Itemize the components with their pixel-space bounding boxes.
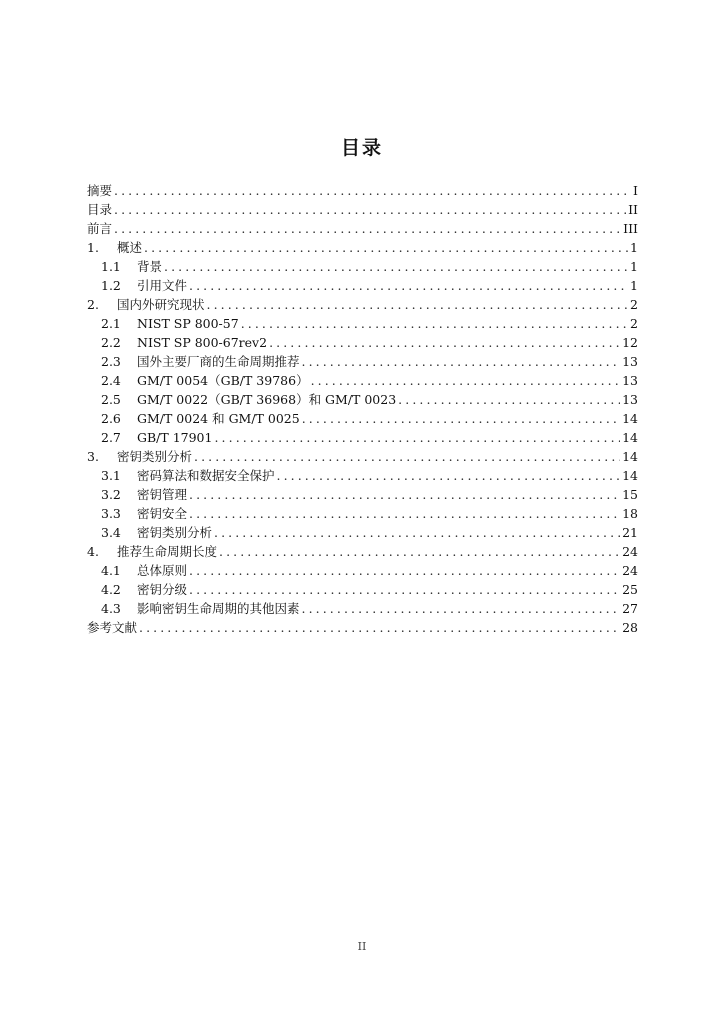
toc-entry[interactable] bbox=[87, 200, 638, 219]
toc-entry-number: 2.1 bbox=[101, 316, 121, 331]
toc-entry-label: 推荐生命周期长度 bbox=[117, 544, 218, 559]
toc-entry-page-number: 13 bbox=[622, 373, 638, 388]
toc-entry-text bbox=[87, 542, 217, 561]
toc-entry-text bbox=[101, 523, 212, 542]
page-number-footer: II bbox=[357, 940, 367, 953]
toc-entry-page-number: 2 bbox=[630, 316, 638, 331]
toc-entry[interactable] bbox=[87, 295, 638, 314]
toc-entry-text bbox=[87, 447, 192, 466]
toc-entry-label: GM/T 0054（GB/T 39786） bbox=[137, 373, 309, 388]
toc-entry-text bbox=[101, 333, 267, 352]
toc-entry-number: 4.3 bbox=[101, 601, 121, 616]
toc-dot-leader bbox=[194, 447, 620, 466]
toc-dot-leader bbox=[189, 580, 620, 599]
toc-title: 目录 bbox=[340, 137, 383, 159]
toc-dot-leader bbox=[114, 219, 621, 238]
toc-entry-text bbox=[87, 295, 205, 314]
toc-dot-leader bbox=[219, 542, 620, 561]
toc-entry-number: 2. bbox=[87, 297, 99, 312]
toc-entry[interactable] bbox=[87, 409, 638, 428]
toc-dot-leader bbox=[302, 352, 621, 371]
toc-entry-label: GM/T 0024 和 GM/T 0025 bbox=[137, 411, 300, 426]
toc-entry-text bbox=[101, 466, 275, 485]
toc-entry-number: 3.1 bbox=[101, 468, 121, 483]
toc-entry[interactable] bbox=[87, 428, 638, 447]
toc-entry-page-number: 1 bbox=[630, 278, 638, 293]
toc-entry-label: 国内外研究现状 bbox=[117, 297, 205, 312]
toc-entry-number: 3.4 bbox=[101, 525, 121, 540]
toc-entry[interactable] bbox=[87, 314, 638, 333]
toc-entry-page-number: 25 bbox=[622, 582, 638, 597]
toc-dot-leader bbox=[164, 257, 628, 276]
toc-entry[interactable] bbox=[87, 542, 638, 561]
toc-entry-label: 密钥类别分析 bbox=[137, 525, 213, 540]
toc-dot-leader bbox=[302, 409, 620, 428]
toc-entry-page-number: 28 bbox=[622, 620, 638, 635]
toc-entry-label: 密钥分级 bbox=[137, 582, 188, 597]
toc-dot-leader bbox=[189, 485, 620, 504]
toc-entry[interactable] bbox=[87, 257, 638, 276]
toc-dot-leader bbox=[189, 561, 620, 580]
toc-entry-number: 3. bbox=[87, 449, 99, 464]
toc-entry-text bbox=[101, 409, 300, 428]
toc-dot-leader bbox=[189, 504, 620, 523]
toc-entry-text bbox=[101, 599, 300, 618]
toc-entry-page-number: 14 bbox=[622, 430, 638, 445]
toc-dot-leader bbox=[398, 390, 620, 409]
toc-entry-label: 引用文件 bbox=[137, 278, 188, 293]
toc-entry-page-number: 13 bbox=[622, 392, 638, 407]
toc-entry[interactable] bbox=[87, 333, 638, 352]
toc-entry[interactable] bbox=[87, 219, 638, 238]
toc-entry-label: GB/T 17901 bbox=[137, 430, 213, 445]
toc-entry-label: 密钥安全 bbox=[137, 506, 188, 521]
toc-entry-label: NIST SP 800-67rev2 bbox=[137, 335, 268, 350]
toc-entry-label: 参考文献 bbox=[87, 620, 138, 635]
toc-entry-page-number: I bbox=[633, 183, 638, 198]
toc-entry[interactable] bbox=[87, 238, 638, 257]
toc-entry-number: 2.7 bbox=[101, 430, 121, 445]
toc-dot-leader bbox=[214, 523, 620, 542]
toc-entry-page-number: 1 bbox=[630, 259, 638, 274]
toc-entry[interactable] bbox=[87, 371, 638, 390]
toc-entry-text bbox=[87, 618, 137, 637]
toc-entry-page-number: 14 bbox=[622, 449, 638, 464]
toc-dot-leader bbox=[214, 428, 620, 447]
toc-entry-number: 2.2 bbox=[101, 335, 121, 350]
toc-entry-page-number: 1 bbox=[630, 240, 638, 255]
toc-entry-page-number: 14 bbox=[622, 468, 638, 483]
toc-entry-text bbox=[101, 428, 212, 447]
toc-entry-text bbox=[101, 390, 396, 409]
toc-entry-number: 4. bbox=[87, 544, 99, 559]
toc-entry-text bbox=[87, 219, 112, 238]
toc-entry-label: 目录 bbox=[87, 202, 113, 217]
toc-dot-leader bbox=[189, 276, 628, 295]
toc-entry-page-number: 2 bbox=[630, 297, 638, 312]
toc-entry-page-number: 18 bbox=[622, 506, 638, 521]
toc-entry-label: GM/T 0022（GB/T 36968）和 GM/T 0023 bbox=[137, 392, 397, 407]
toc-entry-page-number: 27 bbox=[622, 601, 638, 616]
toc-entry-page-number: II bbox=[628, 202, 638, 217]
toc-dot-leader bbox=[277, 466, 621, 485]
toc-entry-number: 2.5 bbox=[101, 392, 121, 407]
toc-entry-number: 2.3 bbox=[101, 354, 121, 369]
toc-entry-number: 2.4 bbox=[101, 373, 121, 388]
toc-entry[interactable] bbox=[87, 390, 638, 409]
toc-dot-leader bbox=[144, 238, 628, 257]
toc-entry[interactable] bbox=[87, 561, 638, 580]
toc-entry[interactable] bbox=[87, 352, 638, 371]
toc-entry-number: 3.2 bbox=[101, 487, 121, 502]
toc-entry-text bbox=[101, 561, 187, 580]
toc-dot-leader bbox=[311, 371, 621, 390]
toc-entry-text bbox=[101, 485, 187, 504]
toc-entry-page-number: 24 bbox=[622, 544, 638, 559]
toc-dot-leader bbox=[114, 181, 631, 200]
toc-entry-label: 前言 bbox=[87, 221, 113, 236]
toc-dot-leader bbox=[241, 314, 628, 333]
toc-entry-number: 2.6 bbox=[101, 411, 121, 426]
toc-entry[interactable] bbox=[87, 276, 638, 295]
toc-entry[interactable] bbox=[87, 485, 638, 504]
toc-entry[interactable] bbox=[87, 580, 638, 599]
toc-entry-page-number: 15 bbox=[622, 487, 638, 502]
toc-entry-text bbox=[101, 257, 162, 276]
toc-entry-page-number: 21 bbox=[622, 525, 638, 540]
toc-dot-leader bbox=[269, 333, 620, 352]
toc-entry-label: 密钥类别分析 bbox=[117, 449, 193, 464]
toc-dot-leader bbox=[114, 200, 626, 219]
toc-entry-text bbox=[101, 314, 239, 333]
toc-entry-page-number: III bbox=[623, 221, 638, 236]
toc-entry[interactable] bbox=[87, 599, 638, 618]
toc-entry-text bbox=[101, 371, 309, 390]
toc-entry-number: 1. bbox=[87, 240, 99, 255]
toc-entry-text bbox=[87, 200, 112, 219]
toc-dot-leader bbox=[139, 618, 620, 637]
toc-entry-text bbox=[101, 276, 187, 295]
toc-entry[interactable] bbox=[87, 504, 638, 523]
toc-entry-text bbox=[87, 181, 112, 200]
toc-entry-number: 4.1 bbox=[101, 563, 121, 578]
toc-dot-leader bbox=[207, 295, 629, 314]
toc-entry-text bbox=[101, 352, 300, 371]
toc-entry-text bbox=[101, 580, 187, 599]
toc-entry-label: 摘要 bbox=[87, 183, 113, 198]
toc-entry[interactable] bbox=[87, 523, 638, 542]
table-of-contents bbox=[87, 181, 638, 637]
toc-entry-label: 密钥管理 bbox=[137, 487, 188, 502]
toc-entry-label: NIST SP 800-57 bbox=[137, 316, 239, 331]
toc-entry[interactable] bbox=[87, 466, 638, 485]
toc-entry-number: 1.2 bbox=[101, 278, 121, 293]
toc-entry-label: 背景 bbox=[137, 259, 163, 274]
toc-entry-label: 总体原则 bbox=[137, 563, 188, 578]
toc-entry-label: 密码算法和数据安全保护 bbox=[137, 468, 275, 483]
toc-entry-label: 影响密钥生命周期的其他因素 bbox=[137, 601, 300, 616]
toc-entry[interactable] bbox=[87, 181, 638, 200]
toc-entry-text bbox=[87, 238, 142, 257]
toc-entry-label: 概述 bbox=[117, 240, 143, 255]
toc-entry-page-number: 12 bbox=[622, 335, 638, 350]
toc-entry[interactable] bbox=[87, 447, 638, 466]
toc-dot-leader bbox=[302, 599, 621, 618]
toc-entry-number: 1.1 bbox=[101, 259, 121, 274]
toc-entry-page-number: 13 bbox=[622, 354, 638, 369]
toc-entry-number: 3.3 bbox=[101, 506, 121, 521]
toc-entry-label: 国外主要厂商的生命周期推荐 bbox=[137, 354, 300, 369]
toc-entry-number: 4.2 bbox=[101, 582, 121, 597]
toc-entry-text bbox=[101, 504, 187, 523]
toc-entry-page-number: 14 bbox=[622, 411, 638, 426]
toc-entry-page-number: 24 bbox=[622, 563, 638, 578]
toc-entry[interactable] bbox=[87, 618, 638, 637]
